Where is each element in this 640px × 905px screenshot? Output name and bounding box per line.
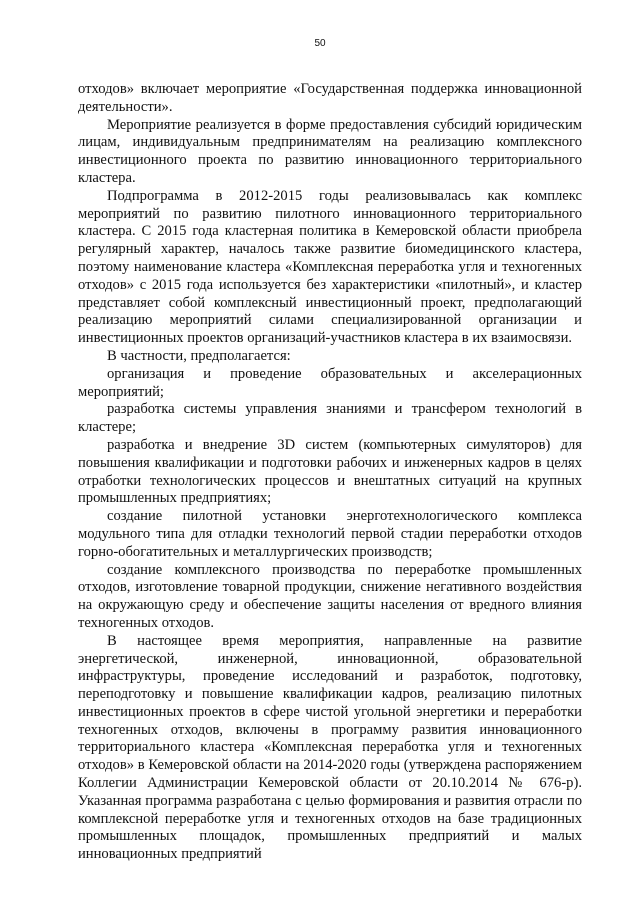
body-text <box>78 81 582 864</box>
paragraph-subprogram: Подпрограмма в 2012-2015 годы реализовывалась как комплекс мероприятий по развитию пилотного инновационного территориального кластера. С 2015 года кластерная политика в Кемеровской области приобрела регулярный характер, началось также развитие биомедицинского кластера, поэтому наименование кластера «Комплексная переработка угля и техногенных отходов» с 2015 года используется без характеристики «пилотный», и кластер представляет собой комплексный инвестиционный проект, предполагающий реализацию мероприятий силами специализированной организации и инвестиционных проектов организаций-участников кластера в их взаимосвязи. <box>78 187 582 347</box>
list-item: создание пилотной установки энерготехнологического комплекса модульного типа для отладки технологий первой стадии переработки отходов горно-обогатительных и металлургических производств; <box>78 508 582 560</box>
paragraph-continuation: отходов» включает мероприятие «Государственная поддержка инновационной деятельности». <box>78 81 582 115</box>
list-item: разработка и внедрение 3D систем (компьютерных симуляторов) для повышения квалификации и подготовки рабочих и инженерных кадров в целях отработки технологических процессов и внештатных ситуаций на крупных промышленных предприятиях; <box>78 436 582 507</box>
paragraph-current-measures: В настоящее время мероприятия, направленные на развитие энергетической, инженерной, инновационной, образовательной инфраструктуры, проведение исследований и разработок, подготовку, переподготовку и повышение квалификации кадров, реализацию пилотных инвестиционных проектов в сфере чистой угольной энергетики и переработки техногенных отходов, включены в программу развития инновационного территориального кластера «Комплексная переработка угля и техногенных отходов» в Кемеровской области на 2014-2020 годы (утверждена распоряжением Коллегии Администрации Кемеровской области от 20.10.2014 № 676-р). Указанная программа разработана с целью формирования и развития отрасли по комплексной переработке угля и техногенных отходов на базе традиционных промышленных площадок, промышленных предприятий и малых инновационных предприятий <box>78 632 582 863</box>
paragraph-subsidies: Мероприятие реализуется в форме предоставления субсидий юридическим лицам, индивидуальным предпринимателям на реализацию комплексного инвестиционного проекта по развитию инновационного территориального кластера. <box>78 116 582 186</box>
list-item: разработка системы управления знаниями и трансфером технологий в кластере; <box>78 401 582 436</box>
list-item: организация и проведение образовательных и акселерационных мероприятий; <box>78 365 582 400</box>
list-item: создание комплексного производства по переработке промышленных отходов, изготовление товарной продукции, снижение негативного воздействия на окружающую среду и обеспечение защиты населения от вредного влияния техногенных отходов. <box>78 561 582 631</box>
page-number: 50 <box>314 38 326 49</box>
paragraph-list-intro: В частности, предполагается: <box>107 347 291 364</box>
